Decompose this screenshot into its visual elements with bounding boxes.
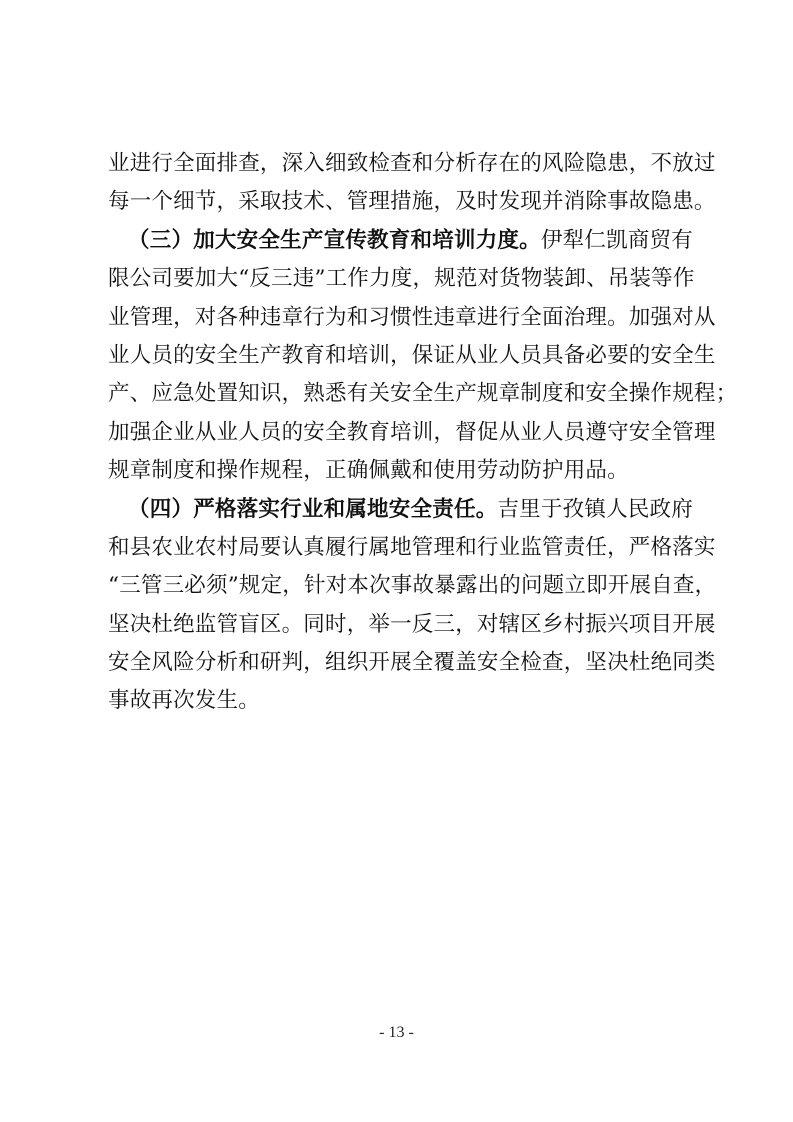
text-line	[108, 529, 716, 567]
text-line	[108, 644, 716, 682]
text-line	[108, 260, 693, 298]
text-line	[108, 183, 716, 221]
section-heading-4: （四）严格落实行业和属地安全责任。	[128, 496, 498, 522]
line-text: 业人员的安全生产教育和培训，保证从业人员具备必要的安全生	[108, 342, 716, 368]
line-text: 加强企业从业人员的安全教育培训，督促从业人员遵守安全管理	[108, 419, 716, 445]
text-line	[108, 567, 717, 605]
text-line	[108, 682, 693, 720]
text-line	[108, 452, 693, 490]
line-text: 限公司要加大“反三违”工作力度，规范对货物装卸、吊装等作	[108, 266, 695, 292]
section-heading-line-4	[108, 491, 693, 529]
text-line	[108, 145, 716, 183]
line-text: 和县农业农村局要认真履行属地管理和行业监管责任，严格落实	[108, 534, 716, 560]
page-number: - 13 -	[379, 1024, 414, 1041]
text-line	[108, 414, 716, 452]
section-heading-3: （三）加大安全生产宣传教育和培训力度。	[128, 227, 541, 253]
line-text: 产、应急处置知识，熟悉有关安全生产规章制度和安全操作规程；	[108, 381, 738, 407]
text-line	[108, 337, 716, 375]
line-text: 安全风险分析和研判，组织开展全覆盖安全检查，坚决杜绝同类	[108, 650, 716, 676]
line-text: 业进行全面排查，深入细致检查和分析存在的风险隐患，不放过	[108, 151, 716, 176]
line-text: 业管理，对各种违章行为和习惯性违章进行全面治理。加强对从	[108, 304, 716, 330]
document-body	[108, 145, 738, 721]
line-text: 每一个细节，采取技术、管理措施，及时发现并消除事故隐患。	[108, 189, 716, 215]
line-text: 事故再次发生。	[108, 688, 260, 714]
line-text: 伊犁仁凯商贸有	[540, 227, 693, 253]
line-text: 规章制度和操作规程，正确佩戴和使用劳动防护用品。	[108, 458, 629, 484]
line-text: 吉里于孜镇人民政府	[497, 496, 693, 522]
text-line	[108, 375, 738, 413]
text-line	[108, 299, 716, 337]
line-text: 坚决杜绝监管盲区。同时，举一反三，对辖区乡村振兴项目开展	[108, 611, 716, 637]
line-text: “三管三必须”规定，针对本次事故暴露出的问题立即开展自查，	[108, 573, 717, 599]
text-line	[108, 606, 716, 644]
section-heading-line-3	[108, 222, 693, 260]
